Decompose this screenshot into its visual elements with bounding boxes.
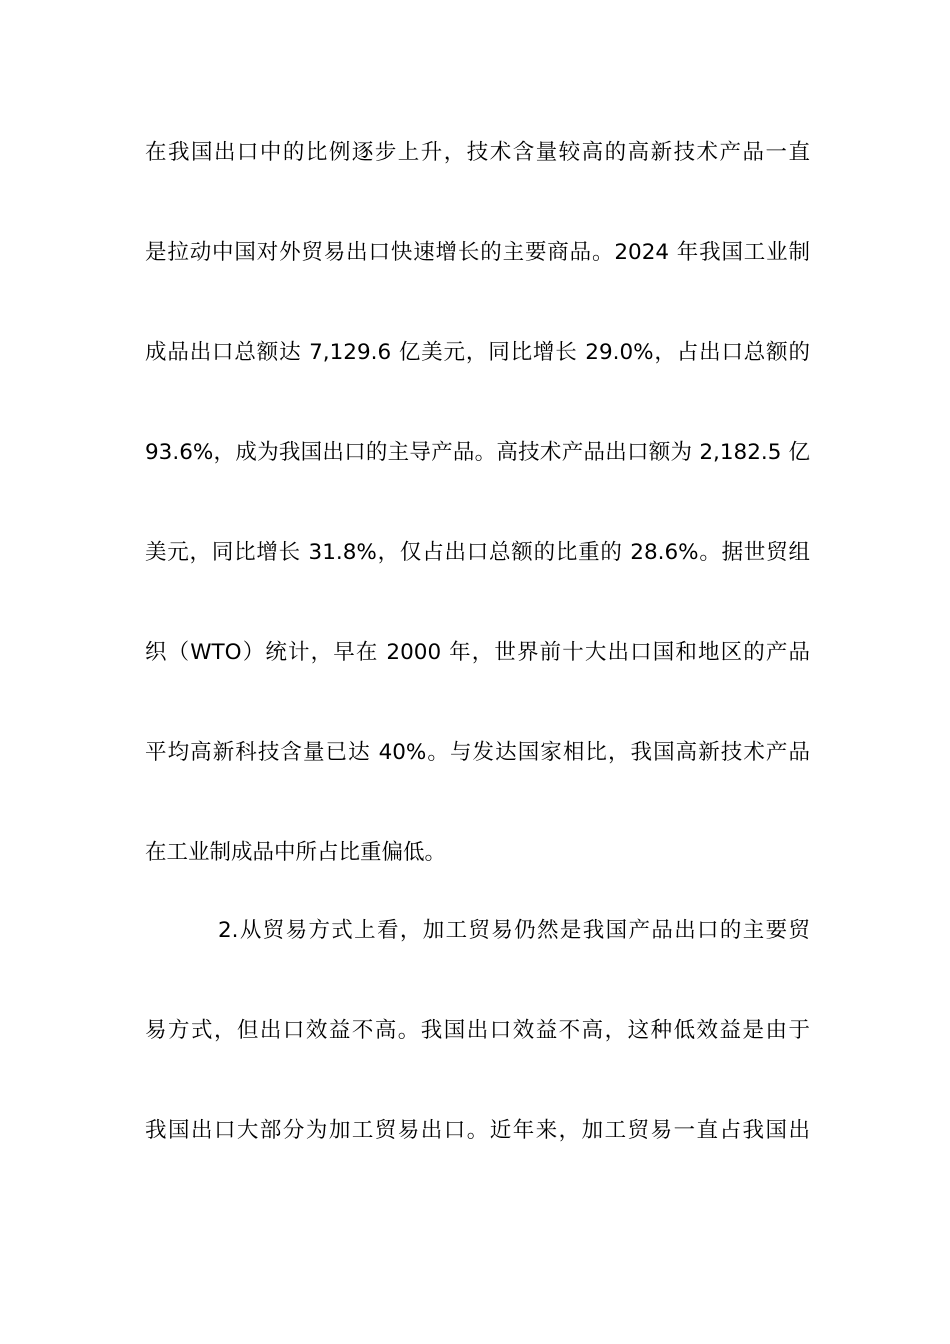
- paragraph-line: 2.从贸易方式上看，加工贸易仍然是我国产品出口的主要贸: [218, 918, 810, 943]
- paragraph-line: 织（WTO）统计，早在 2000 年，世界前十大出口国和地区的产品: [145, 640, 810, 665]
- paragraph-line: 在我国出口中的比例逐步上升，技术含量较高的高新技术产品一直: [145, 140, 810, 165]
- paragraph-line: 在工业制成品中所占比重偏低。: [145, 840, 447, 865]
- paragraph-line: 美元，同比增长 31.8%，仅占出口总额的比重的 28.6%。据世贸组: [145, 540, 810, 565]
- paragraph-line: 93.6%，成为我国出口的主导产品。高技术产品出口额为 2,182.5 亿: [145, 440, 810, 465]
- paragraph-line: 易方式，但出口效益不高。我国出口效益不高，这种低效益是由于: [145, 1018, 810, 1043]
- paragraph-line: 是拉动中国对外贸易出口快速增长的主要商品。2024 年我国工业制: [145, 240, 810, 265]
- paragraph-line: 我国出口大部分为加工贸易出口。近年来，加工贸易一直占我国出: [145, 1118, 810, 1143]
- paragraph-line: 成品出口总额达 7,129.6 亿美元，同比增长 29.0%，占出口总额的: [145, 340, 810, 365]
- paragraph-line: 平均高新科技含量已达 40%。与发达国家相比，我国高新技术产品: [145, 740, 810, 765]
